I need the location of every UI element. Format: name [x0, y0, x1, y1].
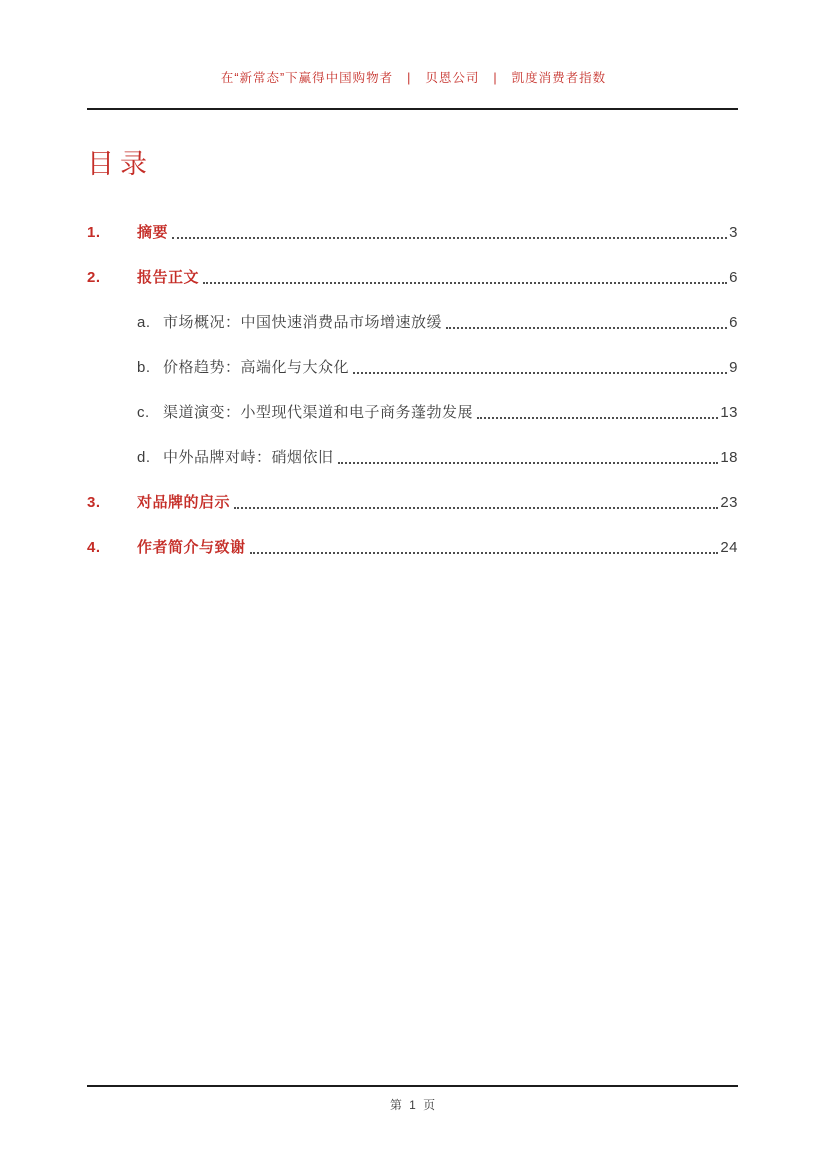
header-rule	[87, 108, 738, 110]
toc-entry-number: 4.	[87, 539, 101, 556]
toc-entry-page: 24	[720, 539, 738, 556]
toc-entry-page: 13	[720, 404, 738, 421]
page-title: 目录	[87, 149, 153, 179]
header-separator: |	[493, 71, 498, 85]
toc-entry-number: 3.	[87, 494, 101, 511]
dot-leader	[338, 462, 719, 464]
toc-entry-main-report[interactable]	[87, 267, 738, 288]
page-number-footer: 第 1 页	[389, 1098, 438, 1112]
toc-entry-page: 3	[729, 224, 738, 241]
toc-entry-summary[interactable]	[87, 222, 738, 243]
dot-leader	[477, 417, 718, 419]
toc-entry-label: 中外品牌对峙：硝烟依旧	[163, 449, 334, 466]
toc-entry-label: 摘要	[137, 224, 169, 241]
toc-entry-number: 1.	[87, 224, 101, 241]
toc-entry-number: 2.	[87, 269, 101, 286]
toc-entry-letter: c.	[137, 404, 150, 421]
table-of-contents	[87, 222, 738, 582]
toc-entry-label: 报告正文	[137, 269, 200, 286]
header-separator: |	[407, 71, 412, 85]
toc-entry-brand-implications[interactable]	[87, 492, 738, 513]
toc-entry-label: 对品牌的启示	[137, 494, 231, 511]
dot-leader	[250, 552, 719, 554]
dot-leader	[446, 327, 727, 329]
toc-entry-label: 市场概况：中国快速消费品市场增速放缓	[163, 314, 443, 331]
header-report-title: 在“新常态”下赢得中国购物者	[220, 71, 394, 85]
toc-entry-channel-evolution[interactable]	[87, 402, 738, 423]
toc-entry-letter: a.	[137, 314, 151, 331]
dot-leader	[172, 237, 727, 239]
toc-entry-letter: b.	[137, 359, 151, 376]
toc-entry-label: 作者简介与致谢	[137, 539, 246, 556]
toc-entry-price-trends[interactable]	[87, 357, 738, 378]
toc-entry-market-overview[interactable]	[87, 312, 738, 333]
toc-entry-authors-acknowledgements[interactable]	[87, 537, 738, 558]
toc-entry-page: 6	[729, 269, 738, 286]
toc-entry-letter: d.	[137, 449, 151, 466]
header-company-kantar: 凯度消费者指数	[511, 71, 607, 85]
toc-entry-page: 9	[729, 359, 738, 376]
toc-entry-brand-confrontation[interactable]	[87, 447, 738, 468]
running-header	[0, 68, 827, 86]
toc-entry-label: 价格趋势：高端化与大众化	[163, 359, 350, 376]
toc-entry-label: 渠道演变：小型现代渠道和电子商务蓬勃发展	[163, 404, 474, 421]
dot-leader	[234, 507, 718, 509]
header-company-bain: 贝恩公司	[425, 71, 480, 85]
footer-rule	[87, 1085, 738, 1087]
toc-entry-page: 23	[720, 494, 738, 511]
dot-leader	[353, 372, 727, 374]
toc-entry-page: 6	[729, 314, 738, 331]
toc-entry-page: 18	[720, 449, 738, 466]
dot-leader	[203, 282, 727, 284]
